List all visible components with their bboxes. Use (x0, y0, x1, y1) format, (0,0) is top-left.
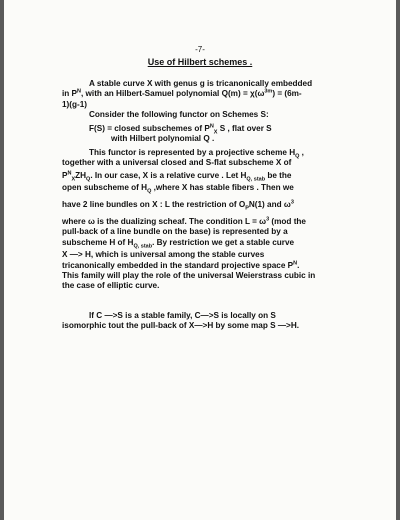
p2-line-6: where ω is the dualizing scheaf. The condition $L = \omega^3$ (mod the (62, 216, 306, 227)
p2-line-2: together with a universal closed and S-flat subscheme X of (62, 158, 292, 168)
p3-line-1: If C —>S is a stable family, C—>S is locally on S (89, 311, 276, 320)
p1-line-4: Consider the following functor on Schemes S: (89, 110, 269, 120)
scan-edge-right (396, 0, 400, 520)
p1-line-1: A stable curve X with genus g is tricanonically embedded (89, 79, 313, 88)
p2-line-8: subscheme H of $H_{Q, stab}$. By restriction we get a stable curve (62, 237, 295, 250)
p1-line-2: in $P^N$, with an Hilbert-Samuel polynomial $Q(m) = \chi(\omega^{3m}) = (6m-$ (62, 88, 302, 99)
p1-line-5: F(S) = closed subschemes of $P^N_X$ S , flat over S (89, 122, 272, 136)
p2-line-3: $P^N_XZH_Q$. In our case, X is a relative curve . Let $H_{Q, stab}$ be the (62, 170, 292, 183)
p2-line-5: have 2 line bundles on X : L the restriction of $O_PN(1)$ and $\omega^3$ (62, 198, 294, 212)
p2-line-12: the case of elliptic curve. (62, 281, 160, 291)
p2-line-9: X —> H, which is universal among the stable curves (62, 250, 265, 260)
p2-line-7: pull-back of a line bundle on the base) is represented by a (62, 227, 288, 237)
p2-line-1: This functor is represented by a projective scheme $H_Q$ , (89, 148, 304, 160)
p2-line-4: open subscheme of $H_Q$ ,where X has stable fibers . Then we (62, 183, 294, 195)
p2-line-11: This family will play the role of the universal Weierstrass cubic in (62, 271, 316, 281)
paragraph-1 (62, 79, 362, 144)
paragraph-3 (62, 311, 362, 332)
p1-line-6: with Hilbert polynomial Q . (111, 134, 215, 144)
section-title: Use of Hilbert schemes . (147, 57, 253, 67)
p2-line-10: tricanonically embedded in the standard projective space $P^N$. (62, 259, 300, 270)
p3-line-2: isomorphic tout the pull-back of X—>H by some map S —>H. (62, 321, 300, 331)
p1-line-3: 1)(g-1) (62, 99, 88, 109)
document-page (4, 0, 396, 520)
paragraph-2 (62, 148, 362, 292)
page-number: -7- (195, 45, 205, 54)
